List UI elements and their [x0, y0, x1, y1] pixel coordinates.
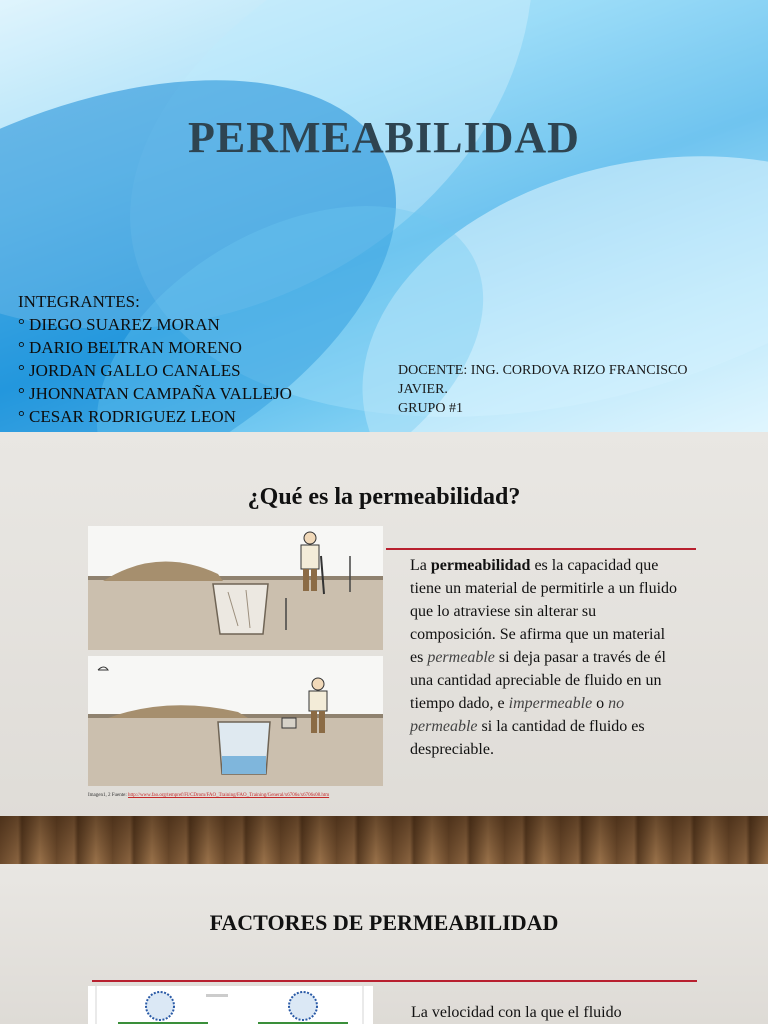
member-item: ° JHONNATAN CAMPAÑA VALLEJO	[18, 384, 292, 403]
floor-shadow	[0, 816, 768, 864]
definition-slide	[0, 432, 768, 864]
italic-term: permeable	[427, 649, 495, 666]
italic-term: impermeable	[508, 695, 593, 712]
factors-slide	[0, 864, 768, 1024]
definition-paragraph	[410, 554, 678, 761]
group-label: GRUPO #1	[398, 401, 463, 416]
teacher-line: DOCENTE: ING. CORDOVA RIZO FRANCISCO	[398, 363, 688, 378]
source-link[interactable]: http://www.fao.org/tempref/FI/CDrom/FAO_Training/FAO_Training/General/x6706s/x6706s08.htm	[128, 793, 330, 798]
slide-heading: FACTORES DE PERMEABILIDAD	[209, 910, 559, 935]
accent-line	[92, 980, 697, 982]
italic-term: no permeable	[410, 695, 625, 735]
members-heading: INTEGRANTES:	[18, 292, 140, 311]
soil-pit-illustration-water	[88, 656, 383, 786]
members-list	[18, 290, 292, 428]
text-run: es la capacidad que tiene un material de permitirle a un fluido que lo atraviese sin alterar su composición. Se afirma que un material es	[410, 557, 678, 666]
teacher-info	[398, 361, 758, 418]
soil-pit-illustration-dry	[88, 526, 383, 650]
member-item: ° CESAR RODRIGUEZ LEON	[18, 407, 236, 426]
teacher-line: JAVIER.	[398, 382, 448, 397]
flow-diagram-illustration	[88, 986, 373, 1024]
member-item: ° JORDAN GALLO CANALES	[18, 361, 241, 380]
bold-term: permeabilidad	[430, 557, 531, 574]
image-source-caption	[88, 793, 329, 798]
text-run: si deja pasar a través de él una cantidad apreciable de fluido en un tiempo dado, e	[410, 649, 666, 712]
member-item: ° DIEGO SUAREZ MORAN	[18, 315, 220, 334]
text-run: si la cantidad de fluido es despreciable.	[410, 718, 645, 758]
factors-paragraph: La velocidad con la que el fluido	[411, 1004, 622, 1021]
accent-line	[386, 548, 696, 550]
text-run: La	[410, 557, 431, 574]
caption-prefix: Imagen1, 2 Fuente:	[88, 793, 127, 798]
text-run: o	[592, 695, 609, 712]
title-slide	[0, 0, 768, 432]
slide-heading: ¿Qué es la permeabilidad?	[247, 484, 521, 510]
member-item: ° DARIO BELTRAN MORENO	[18, 338, 242, 357]
slide-title: PERMEABILIDAD	[188, 113, 580, 162]
